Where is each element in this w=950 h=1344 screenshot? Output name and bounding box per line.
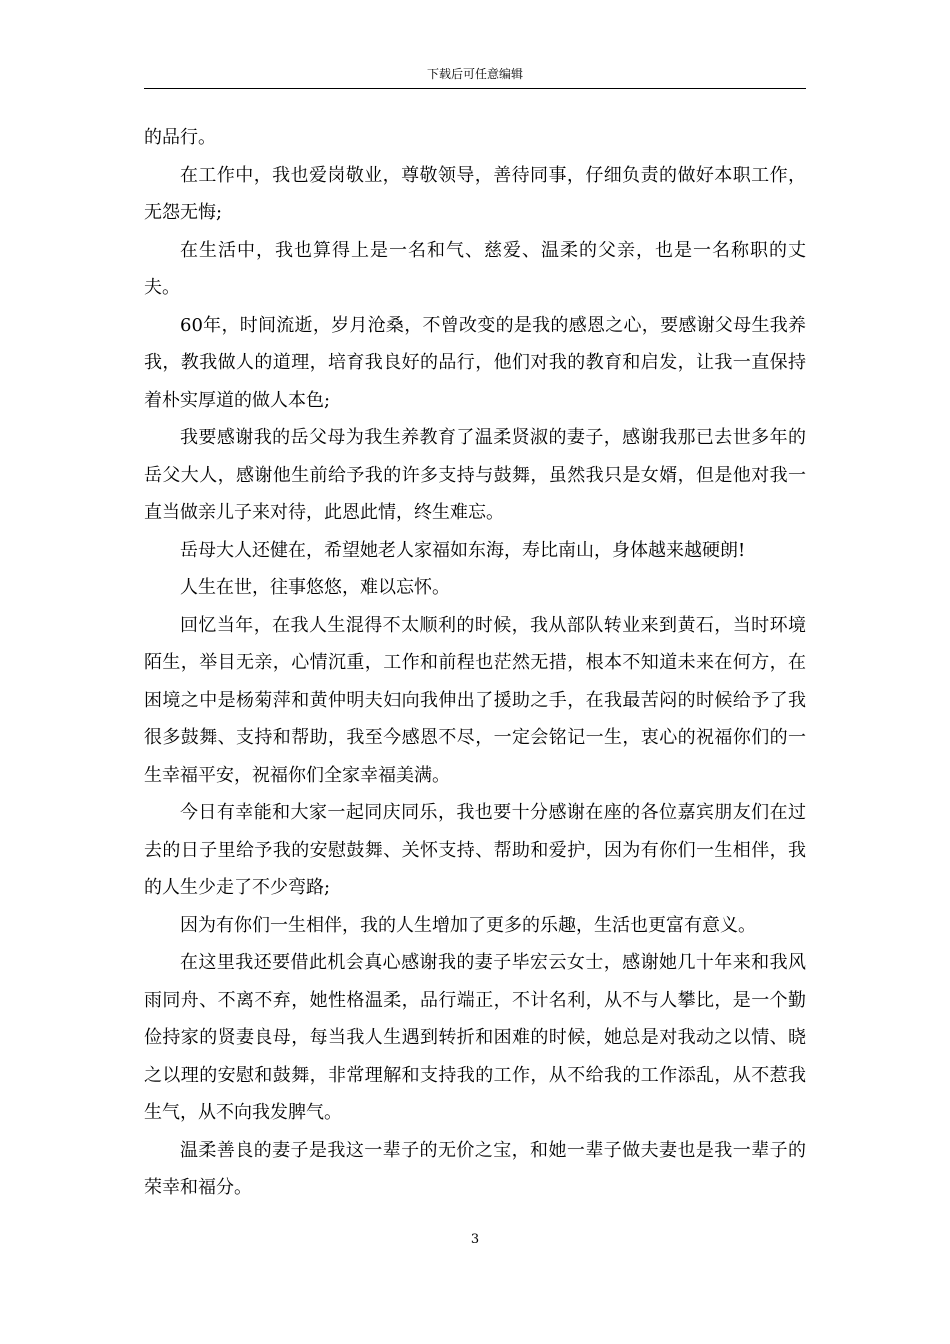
paragraph: 在生活中，我也算得上是一名和气、慈爱、温柔的父亲，也是一名称职的丈夫。 [144, 239, 806, 298]
document-body [144, 119, 806, 1207]
paragraph: 因为有你们一生相伴，我的人生增加了更多的乐趣，生活也更富有意义。 [180, 914, 756, 936]
paragraph: 人生在世，往事悠悠，难以忘怀。 [180, 577, 450, 598]
paragraph: 我要感谢我的岳父母为我生养教育了温柔贤淑的妻子，感谢我那已去世多年的岳父大人，感谢他生前给予我的许多支持与鼓舞，虽然我只是女婿，但是他对我一直当做亲儿子来对待，此恩此情，终生难忘。 [144, 427, 806, 523]
paragraph: 在工作中，我也爱岗敬业，尊敬领导，善待同事，仔细负责的做好本职工作，无怨无悔; [144, 164, 806, 223]
paragraph: 的品行。 [144, 127, 216, 148]
paragraph: 温柔善良的妻子是我这一辈子的无价之宝，和她一辈子做夫妻也是我一辈子的荣幸和福分。 [144, 1139, 806, 1198]
page-number: 3 [470, 1232, 480, 1247]
header-divider [144, 88, 806, 89]
page-header: 下载后可任意编辑 [426, 67, 523, 81]
paragraph: 岳母大人还健在，希望她老人家福如东海，寿比南山，身体越来越硬朗! [180, 539, 746, 561]
paragraph: 回忆当年，在我人生混得不太顺利的时候，我从部队转业来到黄石，当时环境陌生，举目无亲，心情沉重，工作和前程也茫然无措，根本不知道未来在何方，在困境之中是杨菊萍和黄仲明夫妇向我伸出了援助之手，在我最苦闷的时候给予了我很多鼓舞、支持和帮助，我至今感恩不尽，一定会铭记一生，衷心的祝福你们的一生幸福平安，祝福你们全家幸福美满。 [144, 614, 806, 786]
paragraph: 60年，时间流逝，岁月沧桑，不曾改变的是我的感恩之心，要感谢父母生我养我，教我做人的道理，培育我良好的品行，他们对我的教育和启发，让我一直保持着朴实厚道的做人本色; [144, 314, 806, 411]
paragraph: 今日有幸能和大家一起同庆同乐，我也要十分感谢在座的各位嘉宾朋友们在过去的日子里给予我的安慰鼓舞、关怀支持、帮助和爱护，因为有你们一生相伴，我的人生少走了不少弯路; [144, 802, 806, 898]
paragraph: 在这里我还要借此机会真心感谢我的妻子毕宏云女士，感谢她几十年来和我风雨同舟、不离不弃，她性格温柔，品行端正，不计名利，从不与人攀比，是一个勤俭持家的贤妻良母，每当我人生遇到转折和困难的时候，她总是对我动之以情、晓之以理的安慰和鼓舞，非常理解和支持我的工作，从不给我的工作添乱，从不惹我生气，从不向我发脾气。 [144, 952, 806, 1123]
